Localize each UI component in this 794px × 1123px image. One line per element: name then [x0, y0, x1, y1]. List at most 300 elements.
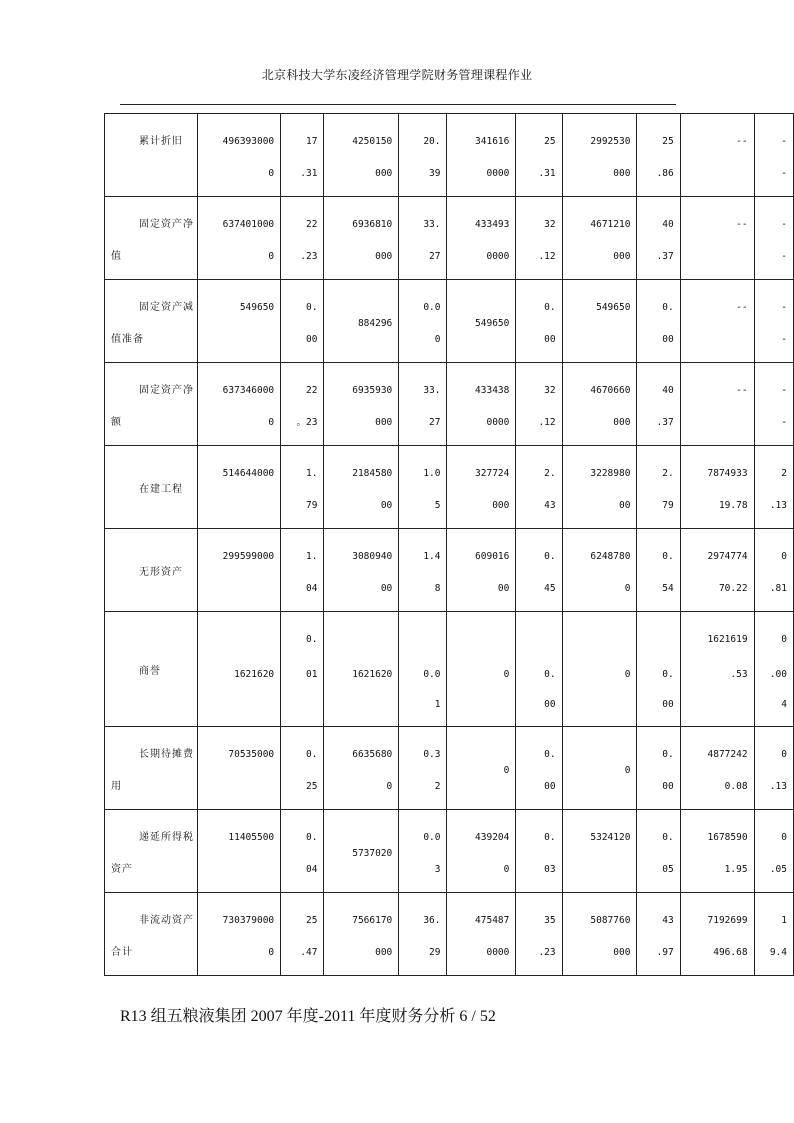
row-label-line: 额	[111, 417, 122, 428]
value-cell	[281, 810, 324, 893]
value-cell	[637, 446, 680, 529]
cell-value: 0.0	[423, 832, 441, 843]
cell-value: .47	[300, 947, 318, 958]
cell-value: -	[781, 385, 787, 396]
cell-value: 730379000	[222, 915, 275, 926]
table-row	[105, 810, 794, 893]
cell-value: 0.08	[724, 781, 748, 792]
cell-value: 5087760	[590, 915, 631, 926]
cell-value: --	[736, 302, 748, 313]
value-cell	[198, 114, 281, 197]
cell-value: 00	[544, 699, 556, 710]
value-cell	[281, 893, 324, 976]
value-cell	[324, 280, 399, 363]
row-label-line: 合计	[111, 947, 133, 958]
cell-value: 0.	[306, 302, 318, 313]
cell-value: .31	[300, 168, 318, 179]
cell-value: 4671210	[590, 219, 631, 230]
value-cell	[198, 280, 281, 363]
cell-value: 0.	[306, 634, 318, 645]
value-cell	[562, 612, 637, 727]
value-cell	[447, 280, 516, 363]
row-label-cell	[105, 612, 198, 727]
cell-value: 496.68	[713, 947, 748, 958]
cell-value: 884296	[357, 318, 393, 329]
value-cell	[399, 893, 447, 976]
cell-value: 0	[386, 781, 393, 792]
row-label: 在建工程	[139, 484, 183, 495]
cell-value: 6248780	[590, 551, 631, 562]
cell-value: 1.	[306, 551, 318, 562]
cell-value: 01	[306, 669, 318, 680]
cell-value: 549650	[475, 318, 510, 329]
cell-value: 43	[544, 500, 556, 511]
row-label-cell	[105, 197, 198, 280]
cell-value: -	[781, 334, 787, 345]
row-label-line: 递延所得税	[139, 832, 194, 843]
cell-value: 000	[613, 417, 631, 428]
value-cell	[281, 114, 324, 197]
cell-value: 000	[375, 947, 393, 958]
value-cell	[754, 280, 793, 363]
cell-value: 0	[624, 583, 631, 594]
value-cell	[516, 446, 562, 529]
value-cell	[447, 197, 516, 280]
cell-value: 000	[613, 947, 631, 958]
cell-value: 0.	[544, 749, 556, 760]
value-cell	[399, 280, 447, 363]
cell-value: 0	[268, 168, 275, 179]
cell-value: 0	[268, 947, 275, 958]
row-label-cell	[105, 893, 198, 976]
cell-value: 2992530	[590, 136, 631, 147]
cell-value: 20.	[423, 136, 441, 147]
value-cell	[198, 446, 281, 529]
cell-value: -	[781, 417, 787, 428]
cell-value: .05	[769, 864, 787, 875]
cell-value: 25	[306, 915, 318, 926]
cell-value: 4	[781, 699, 787, 710]
cell-value: 1.	[306, 468, 318, 479]
cell-value: 3	[434, 864, 441, 875]
cell-value: 0.	[544, 302, 556, 313]
row-label: 商誉	[139, 666, 161, 677]
cell-value: 1	[781, 915, 787, 926]
cell-value: .81	[769, 583, 787, 594]
value-cell	[516, 810, 562, 893]
cell-value: 0	[781, 832, 787, 843]
cell-value: 5	[434, 500, 441, 511]
cell-value: 609016	[475, 551, 510, 562]
value-cell	[754, 810, 793, 893]
value-cell	[680, 280, 754, 363]
cell-value: 4670660	[590, 385, 631, 396]
value-cell	[324, 612, 399, 727]
value-cell	[198, 612, 281, 727]
cell-value: 6635680	[352, 749, 393, 760]
cell-value: 7874933	[707, 468, 748, 479]
cell-value: 0	[503, 864, 510, 875]
value-cell	[399, 114, 447, 197]
cell-value: 1.0	[423, 468, 441, 479]
value-cell	[754, 612, 793, 727]
row-label-line: 累计折旧	[139, 136, 183, 147]
cell-value: 45	[544, 583, 556, 594]
row-label-line: 用	[111, 781, 122, 792]
value-cell	[562, 197, 637, 280]
value-cell	[324, 529, 399, 612]
cell-value: 11405500	[228, 832, 275, 843]
cell-value: 5324120	[590, 832, 631, 843]
value-cell	[198, 197, 281, 280]
cell-value: 637401000	[222, 219, 275, 230]
value-cell	[399, 612, 447, 727]
cell-value: 0	[624, 765, 631, 776]
cell-value: 25	[306, 781, 318, 792]
value-cell	[399, 529, 447, 612]
cell-value: .86	[656, 168, 674, 179]
row-label-line: 固定资产净	[139, 385, 194, 396]
value-cell	[637, 280, 680, 363]
cell-value: 00	[662, 781, 674, 792]
cell-value: 0	[781, 749, 787, 760]
value-cell	[637, 363, 680, 446]
cell-value: 0.	[662, 832, 674, 843]
value-cell	[562, 114, 637, 197]
cell-value: 0	[781, 634, 787, 645]
cell-value: 2	[781, 468, 787, 479]
value-cell	[680, 363, 754, 446]
value-cell	[516, 280, 562, 363]
value-cell	[399, 197, 447, 280]
cell-value: 00	[662, 699, 674, 710]
cell-value: 2	[434, 781, 441, 792]
value-cell	[399, 446, 447, 529]
value-cell	[281, 529, 324, 612]
cell-value: 0	[503, 669, 510, 680]
cell-value: 433438	[475, 385, 510, 396]
cell-value: 439204	[475, 832, 510, 843]
cell-value: 000	[375, 168, 393, 179]
value-cell	[754, 197, 793, 280]
row-label-line: 固定资产净	[139, 219, 194, 230]
cell-value: 2974774	[707, 551, 748, 562]
value-cell	[198, 893, 281, 976]
cell-value: 04	[306, 583, 318, 594]
cell-value: 9.4	[769, 947, 787, 958]
cell-value: 1	[434, 699, 441, 710]
value-cell	[198, 363, 281, 446]
value-cell	[447, 114, 516, 197]
row-label-cell	[105, 363, 198, 446]
cell-value: .23	[538, 947, 556, 958]
value-cell	[680, 114, 754, 197]
value-cell	[637, 727, 680, 810]
cell-value: .12	[538, 417, 556, 428]
value-cell	[680, 810, 754, 893]
cell-value: .12	[538, 251, 556, 262]
value-cell	[754, 727, 793, 810]
row-label-line: 长期待摊费	[139, 749, 194, 760]
cell-value: .37	[656, 251, 674, 262]
table-row	[105, 529, 794, 612]
cell-value: 19.78	[718, 500, 748, 511]
cell-value: 2.	[662, 468, 674, 479]
cell-value: 33.	[423, 385, 441, 396]
cell-value: 433493	[475, 219, 510, 230]
cell-value: 0.0	[423, 302, 441, 313]
row-label-cell	[105, 446, 198, 529]
cell-value: 0	[268, 251, 275, 262]
cell-value: 0	[781, 551, 787, 562]
value-cell	[447, 446, 516, 529]
cell-value: 8	[434, 583, 441, 594]
cell-value: 70535000	[228, 749, 275, 760]
value-cell	[680, 612, 754, 727]
table-row	[105, 446, 794, 529]
table-row	[105, 114, 794, 197]
cell-value: 00	[380, 500, 393, 511]
value-cell	[399, 363, 447, 446]
value-cell	[637, 612, 680, 727]
cell-value: 327724	[475, 468, 510, 479]
value-cell	[562, 280, 637, 363]
cell-value: -	[781, 219, 787, 230]
row-label-cell	[105, 727, 198, 810]
value-cell	[754, 529, 793, 612]
value-cell	[562, 446, 637, 529]
table-row	[105, 197, 794, 280]
cell-value: 00	[662, 334, 674, 345]
value-cell	[680, 529, 754, 612]
value-cell	[324, 727, 399, 810]
cell-value: 00	[497, 583, 510, 594]
cell-value: .97	[656, 947, 674, 958]
cell-value: 05	[662, 864, 674, 875]
value-cell	[324, 810, 399, 893]
value-cell	[680, 197, 754, 280]
cell-value: 0000	[486, 251, 510, 262]
value-cell	[281, 197, 324, 280]
cell-value: .23	[300, 251, 318, 262]
cell-value: 1678590	[707, 832, 748, 843]
cell-value: 32	[544, 385, 556, 396]
value-cell	[754, 446, 793, 529]
value-cell	[198, 810, 281, 893]
cell-value: 00	[306, 334, 318, 345]
cell-value: 3228980	[590, 468, 631, 479]
cell-value: 299599000	[222, 551, 275, 562]
value-cell	[516, 727, 562, 810]
cell-value: 79	[306, 500, 318, 511]
row-label-cell	[105, 529, 198, 612]
value-cell	[754, 363, 793, 446]
row-label-line: 非流动资产	[139, 915, 194, 926]
cell-value: 514644000	[222, 468, 275, 479]
row-label-cell	[105, 280, 198, 363]
value-cell	[516, 114, 562, 197]
cell-value: 22	[306, 385, 318, 396]
cell-value: 40	[662, 385, 674, 396]
cell-value: 33.	[423, 219, 441, 230]
value-cell	[637, 114, 680, 197]
row-label: 无形资产	[139, 567, 183, 578]
cell-value: 40	[662, 219, 674, 230]
cell-value: 341616	[475, 136, 510, 147]
cell-value: .13	[769, 500, 787, 511]
cell-value: 3080940	[352, 551, 393, 562]
row-label-line: 资产	[111, 864, 133, 875]
cell-value: 0.	[306, 832, 318, 843]
row-label-line: 固定资产减	[139, 302, 194, 313]
cell-value: 4877242	[707, 749, 748, 760]
value-cell	[198, 529, 281, 612]
cell-value: 04	[306, 864, 318, 875]
value-cell	[680, 727, 754, 810]
value-cell	[516, 363, 562, 446]
cell-value: --	[736, 136, 748, 147]
cell-value: 25	[544, 136, 556, 147]
cell-value: 27	[429, 251, 441, 262]
value-cell	[281, 280, 324, 363]
cell-value: 0000	[486, 168, 510, 179]
cell-value: 6936810	[352, 219, 393, 230]
header-rule	[120, 104, 676, 105]
row-label-cell	[105, 114, 198, 197]
cell-value: 0000	[486, 417, 510, 428]
cell-value: 7566170	[352, 915, 393, 926]
cell-value: .53	[730, 669, 748, 680]
value-cell	[447, 893, 516, 976]
row-label-line: 值准备	[111, 334, 144, 345]
cell-value: 0.	[662, 551, 674, 562]
table-row	[105, 893, 794, 976]
value-cell	[516, 893, 562, 976]
cell-value: 0.	[544, 551, 556, 562]
cell-value: 0.0	[423, 669, 441, 680]
cell-value: 0000	[486, 947, 510, 958]
cell-value: 549650	[596, 302, 631, 313]
cell-value: 70.22	[718, 583, 748, 594]
cell-value: 000	[613, 251, 631, 262]
value-cell	[281, 612, 324, 727]
cell-value: -	[781, 251, 787, 262]
value-cell	[562, 529, 637, 612]
cell-value: 79	[662, 500, 674, 511]
cell-value: 。23	[296, 417, 318, 428]
table-row	[105, 280, 794, 363]
cell-value: -	[781, 302, 787, 313]
value-cell	[281, 363, 324, 446]
value-cell	[324, 893, 399, 976]
cell-value: 25	[662, 136, 674, 147]
value-cell	[637, 810, 680, 893]
value-cell	[281, 727, 324, 810]
page-header: 北京科技大学东凌经济管理学院财务管理课程作业	[261, 68, 533, 82]
value-cell	[324, 114, 399, 197]
value-cell	[324, 446, 399, 529]
cell-value: 0.	[544, 669, 556, 680]
value-cell	[562, 810, 637, 893]
cell-value: 17	[306, 136, 318, 147]
cell-value: 0.	[662, 749, 674, 760]
value-cell	[637, 529, 680, 612]
cell-value: 2.	[544, 468, 556, 479]
value-cell	[562, 727, 637, 810]
cell-value: 1621620	[234, 669, 275, 680]
value-cell	[516, 529, 562, 612]
table-row	[105, 727, 794, 810]
value-cell	[447, 529, 516, 612]
cell-value: .00	[769, 669, 787, 680]
table-row	[105, 612, 794, 727]
cell-value: 1621619	[707, 634, 748, 645]
cell-value: 27	[429, 417, 441, 428]
cell-value: 0.	[544, 832, 556, 843]
value-cell	[198, 727, 281, 810]
table-row	[105, 363, 794, 446]
cell-value: 000	[375, 251, 393, 262]
cell-value: 36.	[423, 915, 441, 926]
value-cell	[754, 893, 793, 976]
value-cell	[562, 363, 637, 446]
cell-value: -	[781, 168, 787, 179]
cell-value: 35	[544, 915, 556, 926]
cell-value: 00	[380, 583, 393, 594]
cell-value: 54	[662, 583, 674, 594]
value-cell	[754, 114, 793, 197]
value-cell	[637, 197, 680, 280]
cell-value: 03	[544, 864, 556, 875]
value-cell	[680, 446, 754, 529]
cell-value: 1621620	[352, 669, 393, 680]
value-cell	[447, 612, 516, 727]
cell-value: 00	[544, 781, 556, 792]
value-cell	[637, 893, 680, 976]
row-label-line: 值	[111, 251, 122, 262]
cell-value: .13	[769, 781, 787, 792]
cell-value: 1.95	[724, 864, 748, 875]
value-cell	[516, 197, 562, 280]
cell-value: 0	[434, 334, 441, 345]
value-cell	[399, 810, 447, 893]
row-label-cell	[105, 810, 198, 893]
cell-value: 0.	[662, 669, 674, 680]
cell-value: 7192699	[707, 915, 748, 926]
cell-value: 39	[429, 168, 441, 179]
cell-value: 000	[613, 168, 631, 179]
cell-value: 0	[268, 417, 275, 428]
cell-value: 549650	[239, 302, 275, 313]
cell-value: -	[781, 136, 787, 147]
value-cell	[447, 363, 516, 446]
cell-value: .31	[538, 168, 556, 179]
value-cell	[324, 197, 399, 280]
cell-value: 496393000	[222, 136, 275, 147]
value-cell	[562, 893, 637, 976]
cell-value: 29	[429, 947, 441, 958]
financial-table	[104, 113, 794, 976]
cell-value: 32	[544, 219, 556, 230]
page-footer: R13 组五粮液集团 2007 年度-2011 年度财务分析 6 / 52	[120, 1008, 496, 1025]
cell-value: 0.	[662, 302, 674, 313]
cell-value: 2184580	[352, 468, 393, 479]
cell-value: 475487	[475, 915, 510, 926]
cell-value: --	[736, 385, 748, 396]
cell-value: 0	[503, 765, 510, 776]
cell-value: 22	[306, 219, 318, 230]
cell-value: 00	[618, 500, 631, 511]
